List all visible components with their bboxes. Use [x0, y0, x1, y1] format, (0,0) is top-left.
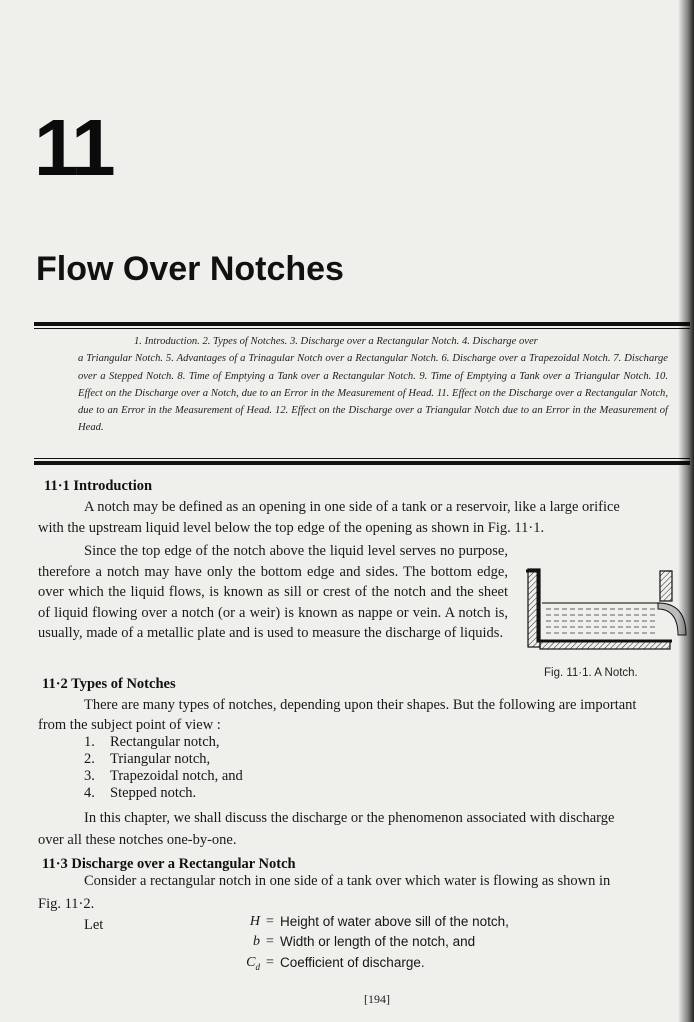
variable-symbol: b [253, 934, 260, 949]
notch-types-list [84, 734, 243, 802]
contents-first-line: 1. Introduction. 2. Types of Notches. 3. Discharge over a Rectangular Notch. 4. Discharge over [134, 336, 538, 347]
variable-symbol-main: C [246, 955, 256, 970]
list-item-text: Triangular notch, [110, 751, 211, 767]
list-item-number: 3. [84, 768, 95, 784]
section-heading-introduction: 11·1 Introduction [44, 478, 153, 494]
list-item-number: 4. [84, 785, 95, 801]
list-item-text: Rectangular notch, [110, 734, 220, 750]
chapter-title: Flow Over Notches [36, 250, 344, 288]
variable-subscript: d [255, 961, 260, 972]
list-item [84, 734, 243, 751]
variable-definition-row [238, 934, 475, 950]
list-item-text: Stepped notch. [110, 785, 197, 801]
list-item [84, 768, 243, 785]
variable-definition: Coefficient of discharge. [280, 955, 425, 970]
list-item-text: Trapezoidal notch, and [110, 768, 243, 784]
types-intro-line-1: There are many types of notches, depending upon their shapes. But the following are important [84, 697, 637, 713]
notch-figure-water [542, 603, 660, 633]
let-label: Let [84, 917, 104, 933]
equals-sign: = [266, 934, 274, 949]
contents-top-rule-thin [34, 328, 690, 329]
equals-sign: = [266, 914, 274, 929]
page-number: [194] [364, 992, 390, 1006]
list-item-number: 1. [84, 734, 95, 750]
rect-notch-line-2: Fig. 11·2. [38, 896, 95, 912]
contents-top-rule-thick [34, 322, 690, 326]
variable-symbol [238, 955, 260, 972]
types-closing-line-2: over all these notches one-by-one. [38, 832, 237, 848]
figure-caption: Fig. 11·1. A Notch. [544, 667, 638, 679]
intro-paragraph-line-1: A notch may be defined as an opening in one side of a tank or a reservoir, like a large orifice [84, 499, 620, 515]
section-heading-types-of-notches: 11·2 Types of Notches [42, 676, 176, 692]
intro-paragraph-line-2: with the upstream liquid level below the top edge of the opening as shown in Fig. 11·1. [38, 520, 545, 536]
intro-paragraph-2: Since the top edge of the notch above the liquid level serves no purpose, therefore a notch may have only the bottom edge and sides. The bottom edge, over which the liquid flows, is known as sill or crest of the notch and the sheet of liquid flowing over a notch (or a weir) is known as nappe or vein. A notch is, usually, made of a metallic plate and is used to measure the discharge of liquids. [38, 543, 508, 641]
equals-sign: = [266, 955, 274, 970]
list-item-number: 2. [84, 751, 95, 767]
variable-definition-row [238, 955, 425, 972]
notch-figure [520, 563, 690, 663]
chapter-contents [78, 333, 668, 437]
rect-notch-line-1: Consider a rectangular notch in one side of a tank over which water is flowing as shown in [84, 873, 611, 889]
types-closing-line-1: In this chapter, we shall discuss the discharge or the phenomenon associated with discharge [84, 810, 615, 826]
list-item [84, 785, 243, 802]
variable-definition: Width or length of the notch, and [280, 934, 476, 949]
chapter-number: 11 [34, 103, 113, 192]
section-heading-rectangular-notch: 11·3 Discharge over a Rectangular Notch [42, 856, 296, 872]
book-spine-shadow [678, 0, 694, 1022]
types-intro-line-2: from the subject point of view : [38, 717, 221, 733]
contents-rest: a Triangular Notch. 5. Advantages of a Trinagular Notch over a Rectangular Notch. 6. Discharge over a Trapezoidal Notch. 7. Discharge over a Stepped Notch. 8. Time of Emptying a Tank over a Rectangular Notch. 9. Time of Emptying a Tank over a Triangular Notch. 10. Effect on the Discharge over a Notch, due to an Error in the Measurement of Head. 11. Effect on the Discharge over a Rectangular Notch, due to an Error in the Measurement of Head. 12. Effect on the Discharge over a Triangular Notch due to an Error in the Measurement of Head. [78, 353, 668, 434]
contents-bottom-rule-thick [34, 461, 690, 465]
contents-bottom-rule-thin [34, 458, 690, 459]
variable-definition: Height of water above sill of the notch, [280, 914, 509, 929]
variable-definition-row [238, 914, 509, 930]
list-item [84, 751, 243, 768]
variable-symbol: H [249, 914, 260, 929]
